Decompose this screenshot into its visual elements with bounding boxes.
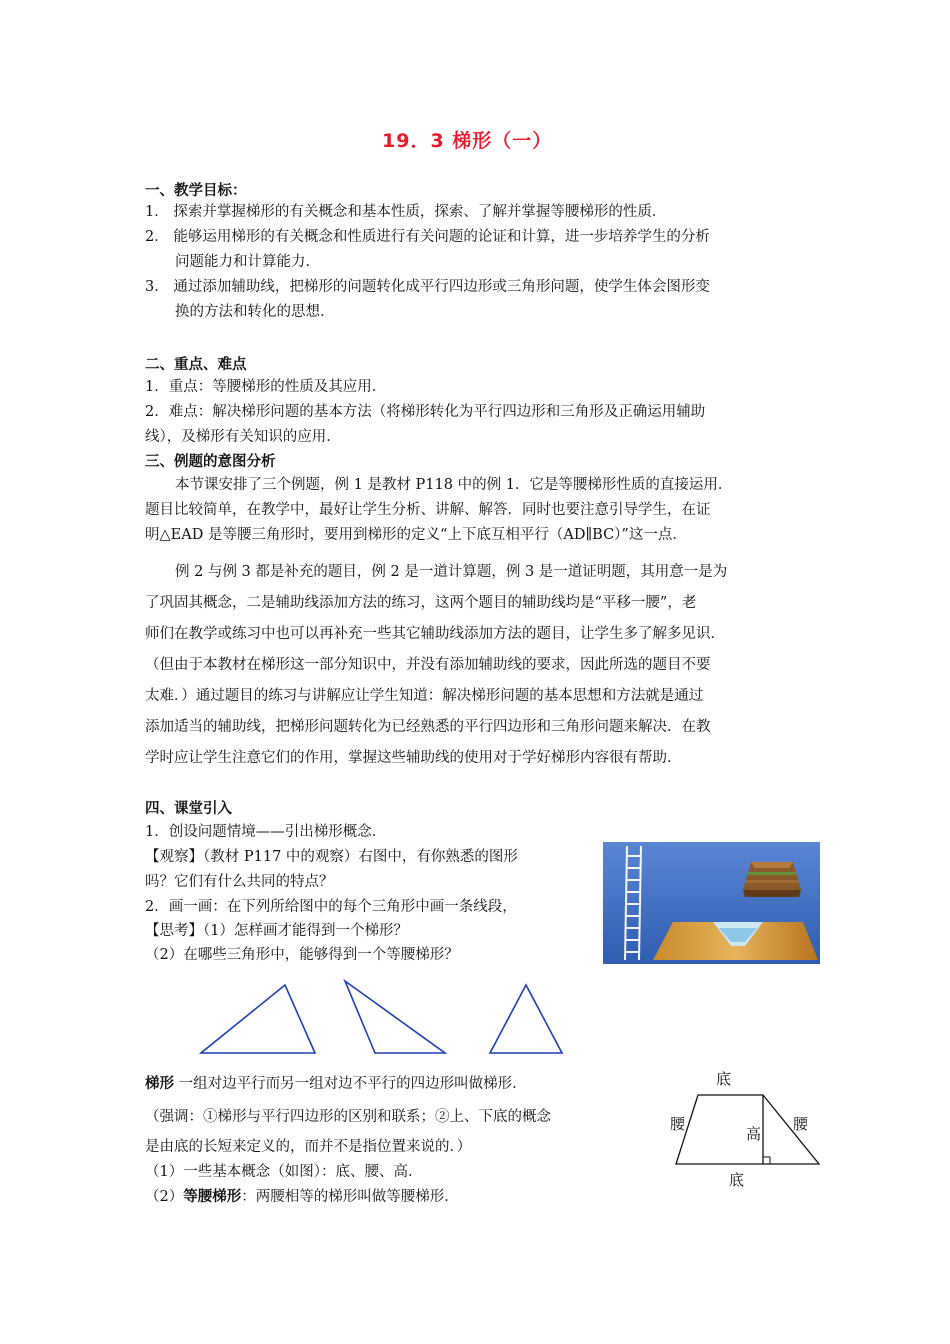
triangles-figure [195, 975, 575, 1060]
emphasis-note: 是由底的长短来定义的，而并不是指位置来说的．） [145, 1139, 472, 1155]
trapezoid-examples-photo [603, 842, 820, 964]
objective-line: 1． 探索并掌握梯形的有关概念和基本性质，探索、了解并掌握等腰梯形的性质． [145, 204, 667, 220]
analysis-line: 添加适当的辅助线，把梯形问题转化为已经熟悉的平行四边形和三角形问题来解决．在教 [145, 719, 711, 735]
key-point-line: 1．重点：等腰梯形的性质及其应用． [145, 379, 387, 395]
triangle-2 [345, 981, 445, 1053]
intro-line: 2．画一画：在下列所给图中的每个三角形中画一条线段， [145, 899, 517, 915]
analysis-line: 本节课安排了三个例题，例 1 是教材 P118 中的例 1．它是等腰梯形性质的直接运用． [175, 477, 733, 493]
definition-term: 梯形 [145, 1076, 174, 1092]
analysis-line: 了巩固其概念，二是辅助线添加方法的练习，这两个题目的辅助线均是“平移一腰”，老 [145, 595, 697, 611]
section-4-heading: 四、课堂引入 [145, 801, 232, 817]
objective-line: 3． 通过添加辅助线，把梯形的问题转化成平行四边形或三角形问题，使学生体会图形变 [145, 279, 710, 295]
analysis-line: 题目比较简单，在教学中，最好让学生分析、讲解、解答．同时也要注意引导学生，在证 [145, 502, 711, 518]
definition-text: 一组对边平行而另一组对边不平行的四边形叫做梯形． [174, 1076, 527, 1092]
section-3-heading: 三、例题的意图分析 [145, 454, 276, 470]
photo-illustration [603, 842, 820, 964]
label-right-leg: 腰 [793, 1115, 809, 1133]
section-1-heading: 一、教学目标： [145, 183, 247, 199]
concept-line: （1）一些基本概念（如图）：底、腰、高． [145, 1164, 423, 1180]
concept-text: ：两腰相等的梯形叫做等腰梯形． [241, 1189, 459, 1205]
label-left-leg: 腰 [670, 1115, 686, 1133]
intro-line: 吗？它们有什么共同的特点？ [145, 874, 334, 890]
intro-line: 【思考】（1）怎样画才能得到一个梯形？ [145, 923, 408, 939]
key-point-line: 线），及梯形有关知识的应用． [145, 429, 341, 445]
key-point-line: 2．难点：解决梯形问题的基本方法（将梯形转化为平行四边形和三角形及正确运用辅助 [145, 404, 706, 420]
page-title: 19．3 梯形（一） [382, 130, 553, 152]
intro-line: （2）在哪些三角形中，能够得到一个等腰梯形？ [145, 947, 459, 963]
concept-line [145, 1186, 459, 1208]
label-top-base: 底 [716, 1070, 732, 1088]
objective-line: 2． 能够运用梯形的有关概念和性质进行有关问题的论证和计算，进一步培养学生的分析 [145, 229, 710, 245]
isosceles-term: 等腰梯形 [183, 1189, 242, 1205]
analysis-line: 太难．）通过题目的练习与讲解应让学生知道：解决梯形问题的基本思想和方法就是通过 [145, 688, 704, 704]
label-height: 高 [746, 1125, 762, 1143]
trapezoid-definition [145, 1073, 527, 1095]
triangle-3 [490, 985, 562, 1053]
analysis-line: 明△EAD 是等腰三角形时，要用到梯形的定义“上下底互相平行（AD∥BC）”这一点． [145, 527, 687, 543]
intro-line: 1．创设问题情境——引出梯形概念． [145, 824, 387, 840]
objective-line: 换的方法和转化的思想． [175, 304, 335, 320]
triangle-1 [201, 985, 315, 1053]
intro-line: 【观察】（教材 P117 中的观察）右图中，有你熟悉的图形 [145, 849, 518, 865]
emphasis-note: （强调：①梯形与平行四边形的区别和联系；②上、下底的概念 [145, 1109, 551, 1125]
analysis-line: （但由于本教材在梯形这一部分知识中，并没有添加辅助线的要求，因此所选的题目不要 [145, 657, 711, 673]
label-bottom-base: 底 [729, 1171, 745, 1189]
objective-line: 问题能力和计算能力． [175, 254, 320, 270]
analysis-line: 学时应让学生注意它们的作用，掌握这些辅助线的使用对于学好梯形内容很有帮助． [145, 750, 682, 766]
analysis-line: 例 2 与例 3 都是补充的题目，例 2 是一道计算题，例 3 是一道证明题，其用意一是为 [175, 564, 728, 580]
trapezoid-diagram [668, 1068, 828, 1193]
analysis-line: 师们在教学或练习中也可以再补充一些其它辅助线添加方法的题目，让学生多了解多见识． [145, 626, 725, 642]
concept-prefix: （2） [145, 1189, 184, 1205]
section-2-heading: 二、重点、难点 [145, 357, 247, 373]
